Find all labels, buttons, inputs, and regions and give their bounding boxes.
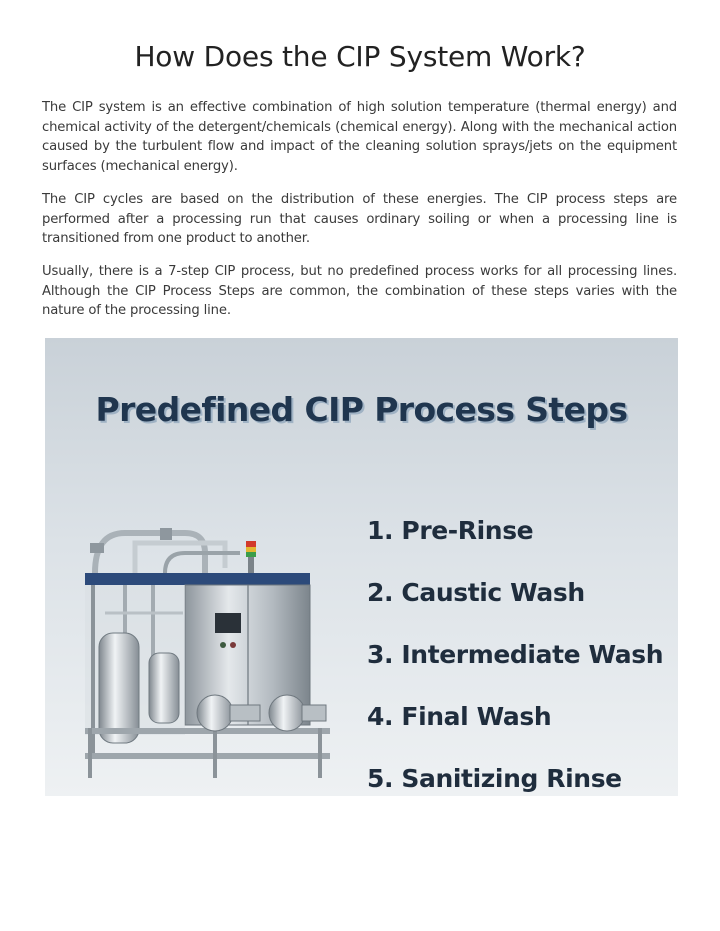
- figure-title: Predefined CIP Process Steps: [95, 390, 628, 429]
- cip-machine-image: [65, 513, 330, 793]
- page-title: How Does the CIP System Work?: [134, 40, 586, 73]
- step-intermediate-wash: 3. Intermediate Wash: [367, 640, 664, 669]
- paragraph-cycles: The CIP cycles are based on the distribution of these energies. The CIP process steps are performed after a processing run that causes ordinary soiling or when a processing line is transitioned from one product to another.: [42, 192, 677, 247]
- cip-steps-figure: [45, 338, 678, 796]
- process-steps-list: [367, 516, 663, 796]
- paragraph-steps: Usually, there is a 7-step CIP process, but no predefined process works for all processing lines. Although the CIP Process Steps are common, the combination of these steps varies with the nature of the processing line.: [42, 264, 677, 319]
- paragraph-intro: The CIP system is an effective combination of high solution temperature (thermal energy) and chemical activity of the detergent/chemicals (chemical energy). Along with the mechanical action caused by the turbulent flow and impact of the cleaning solution sprays/jets on the equipment surfaces (mechanical energy).: [42, 100, 677, 174]
- step-pre-rinse: 1. Pre-Rinse: [367, 516, 534, 545]
- step-sanitizing-rinse: 5. Sanitizing Rinse: [367, 764, 622, 793]
- step-caustic-wash: 2. Caustic Wash: [367, 578, 585, 607]
- step-final-wash: 4. Final Wash: [367, 702, 552, 731]
